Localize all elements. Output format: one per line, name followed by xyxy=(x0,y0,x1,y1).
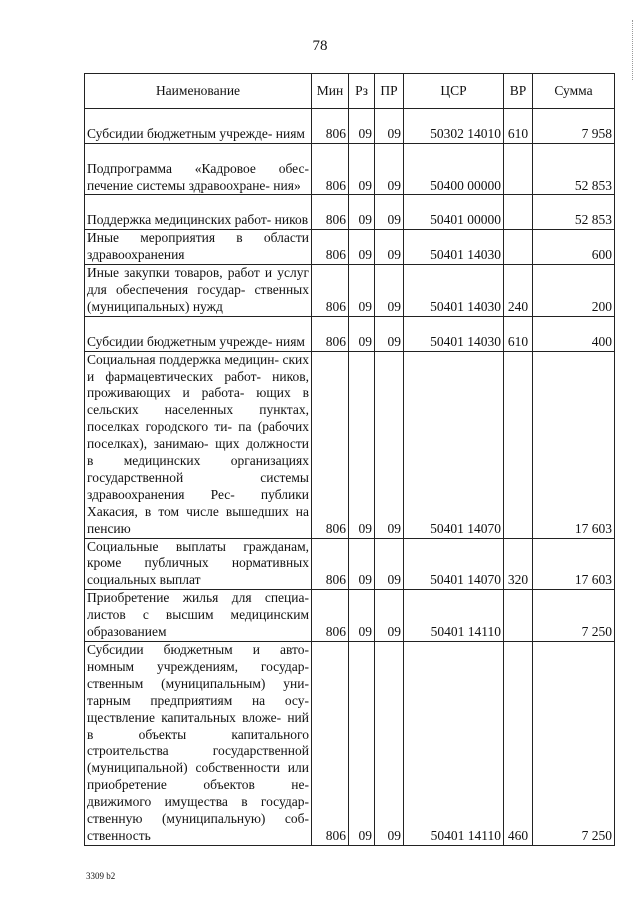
cell-min: 806 xyxy=(312,642,349,846)
cell-vr xyxy=(504,590,533,642)
table-row xyxy=(85,316,615,351)
cell-sum: 52 853 xyxy=(533,143,615,195)
cell-sum: 400 xyxy=(533,316,615,351)
column-header-csr: ЦСР xyxy=(404,74,504,109)
cell-name: Субсидии бюджетным учрежде- ниям xyxy=(85,316,312,351)
cell-sum: 52 853 xyxy=(533,195,615,230)
column-header-rz: Рз xyxy=(349,74,375,109)
cell-vr: 320 xyxy=(504,538,533,590)
column-header-min: Мин xyxy=(312,74,349,109)
cell-pr: 09 xyxy=(375,143,404,195)
cell-min: 806 xyxy=(312,316,349,351)
cell-sum: 600 xyxy=(533,230,615,265)
cell-pr: 09 xyxy=(375,265,404,317)
cell-vr xyxy=(504,351,533,538)
cell-csr: 50401 14110 xyxy=(404,642,504,846)
cell-min: 806 xyxy=(312,143,349,195)
cell-min: 806 xyxy=(312,590,349,642)
cell-min: 806 xyxy=(312,265,349,317)
cell-pr: 09 xyxy=(375,109,404,144)
footer-mark: 3309 b2 xyxy=(86,871,116,881)
cell-vr: 610 xyxy=(504,316,533,351)
cell-csr: 50401 14070 xyxy=(404,538,504,590)
column-header-vr: ВР xyxy=(504,74,533,109)
cell-min: 806 xyxy=(312,195,349,230)
cell-sum: 17 603 xyxy=(533,351,615,538)
cell-rz: 09 xyxy=(349,590,375,642)
cell-name: Социальная поддержка медицин- ских и фармацевтических работ- ников, проживающих и работа- ющих в сельских населенных пунктах, поселках городского ти- па (рабочих поселках), занимаю- щих должности в медицинских организациях государственной системы здравоохранения Рес- публики Хакасия, в том числе вышедших на пенсию xyxy=(85,351,312,538)
table-row xyxy=(85,351,615,538)
cell-name: Приобретение жилья для специа- листов с высшим медицинским образованием xyxy=(85,590,312,642)
page-number: 78 xyxy=(312,38,328,54)
table-body xyxy=(85,109,615,846)
table-row xyxy=(85,230,615,265)
cell-min: 806 xyxy=(312,109,349,144)
table-row xyxy=(85,642,615,846)
cell-rz: 09 xyxy=(349,316,375,351)
cell-name: Социальные выплаты гражданам, кроме публичных нормативных социальных выплат xyxy=(85,538,312,590)
cell-csr: 50400 00000 xyxy=(404,143,504,195)
cell-min: 806 xyxy=(312,351,349,538)
cell-rz: 09 xyxy=(349,195,375,230)
table-row xyxy=(85,590,615,642)
cell-name: Субсидии бюджетным и авто- номным учреждениям, государ- ственным (муниципальным) уни- тарным предприятиям на осу- ществление капитальных вложе- ний в объекты капитального строительства государственной (муниципальной) собственности или приобретение объектов не- движимого имущества в государ- ственную (муниципальную) соб- ственность xyxy=(85,642,312,846)
column-header-name: Наименование xyxy=(85,74,312,109)
cell-vr: 610 xyxy=(504,109,533,144)
cell-pr: 09 xyxy=(375,642,404,846)
cell-pr: 09 xyxy=(375,195,404,230)
cell-csr: 50401 14030 xyxy=(404,265,504,317)
cell-vr xyxy=(504,195,533,230)
cell-vr xyxy=(504,230,533,265)
cell-csr: 50401 14070 xyxy=(404,351,504,538)
cell-pr: 09 xyxy=(375,316,404,351)
table-header-row xyxy=(85,74,615,109)
cell-pr: 09 xyxy=(375,351,404,538)
cell-rz: 09 xyxy=(349,230,375,265)
cell-name: Подпрограмма «Кадровое обес- печение системы здравоохране- ния» xyxy=(85,143,312,195)
column-header-pr: ПР xyxy=(375,74,404,109)
cell-pr: 09 xyxy=(375,590,404,642)
table-row xyxy=(85,143,615,195)
cell-sum: 7 958 xyxy=(533,109,615,144)
cell-rz: 09 xyxy=(349,143,375,195)
cell-vr: 460 xyxy=(504,642,533,846)
cell-csr: 50401 14030 xyxy=(404,230,504,265)
table-row xyxy=(85,195,615,230)
cell-csr: 50401 14030 xyxy=(404,316,504,351)
cell-pr: 09 xyxy=(375,230,404,265)
cell-min: 806 xyxy=(312,230,349,265)
cell-vr xyxy=(504,143,533,195)
table-row xyxy=(85,265,615,317)
cell-vr: 240 xyxy=(504,265,533,317)
cell-pr: 09 xyxy=(375,538,404,590)
cell-csr: 50302 14010 xyxy=(404,109,504,144)
table-row xyxy=(85,538,615,590)
column-header-sum: Сумма xyxy=(533,74,615,109)
cell-sum: 7 250 xyxy=(533,590,615,642)
table-row xyxy=(85,109,615,144)
budget-table xyxy=(84,73,615,846)
cell-rz: 09 xyxy=(349,642,375,846)
cell-rz: 09 xyxy=(349,265,375,317)
cell-name: Иные мероприятия в области здравоохранения xyxy=(85,230,312,265)
cell-sum: 7 250 xyxy=(533,642,615,846)
cell-csr: 50401 00000 xyxy=(404,195,504,230)
cell-sum: 17 603 xyxy=(533,538,615,590)
cell-name: Иные закупки товаров, работ и услуг для обеспечения государ- ственных (муниципальных) нужд xyxy=(85,265,312,317)
cell-rz: 09 xyxy=(349,351,375,538)
cell-sum: 200 xyxy=(533,265,615,317)
cell-rz: 09 xyxy=(349,538,375,590)
cell-csr: 50401 14110 xyxy=(404,590,504,642)
cell-min: 806 xyxy=(312,538,349,590)
cell-name: Поддержка медицинских работ- ников xyxy=(85,195,312,230)
cell-rz: 09 xyxy=(349,109,375,144)
cell-name: Субсидии бюджетным учрежде- ниям xyxy=(85,109,312,144)
